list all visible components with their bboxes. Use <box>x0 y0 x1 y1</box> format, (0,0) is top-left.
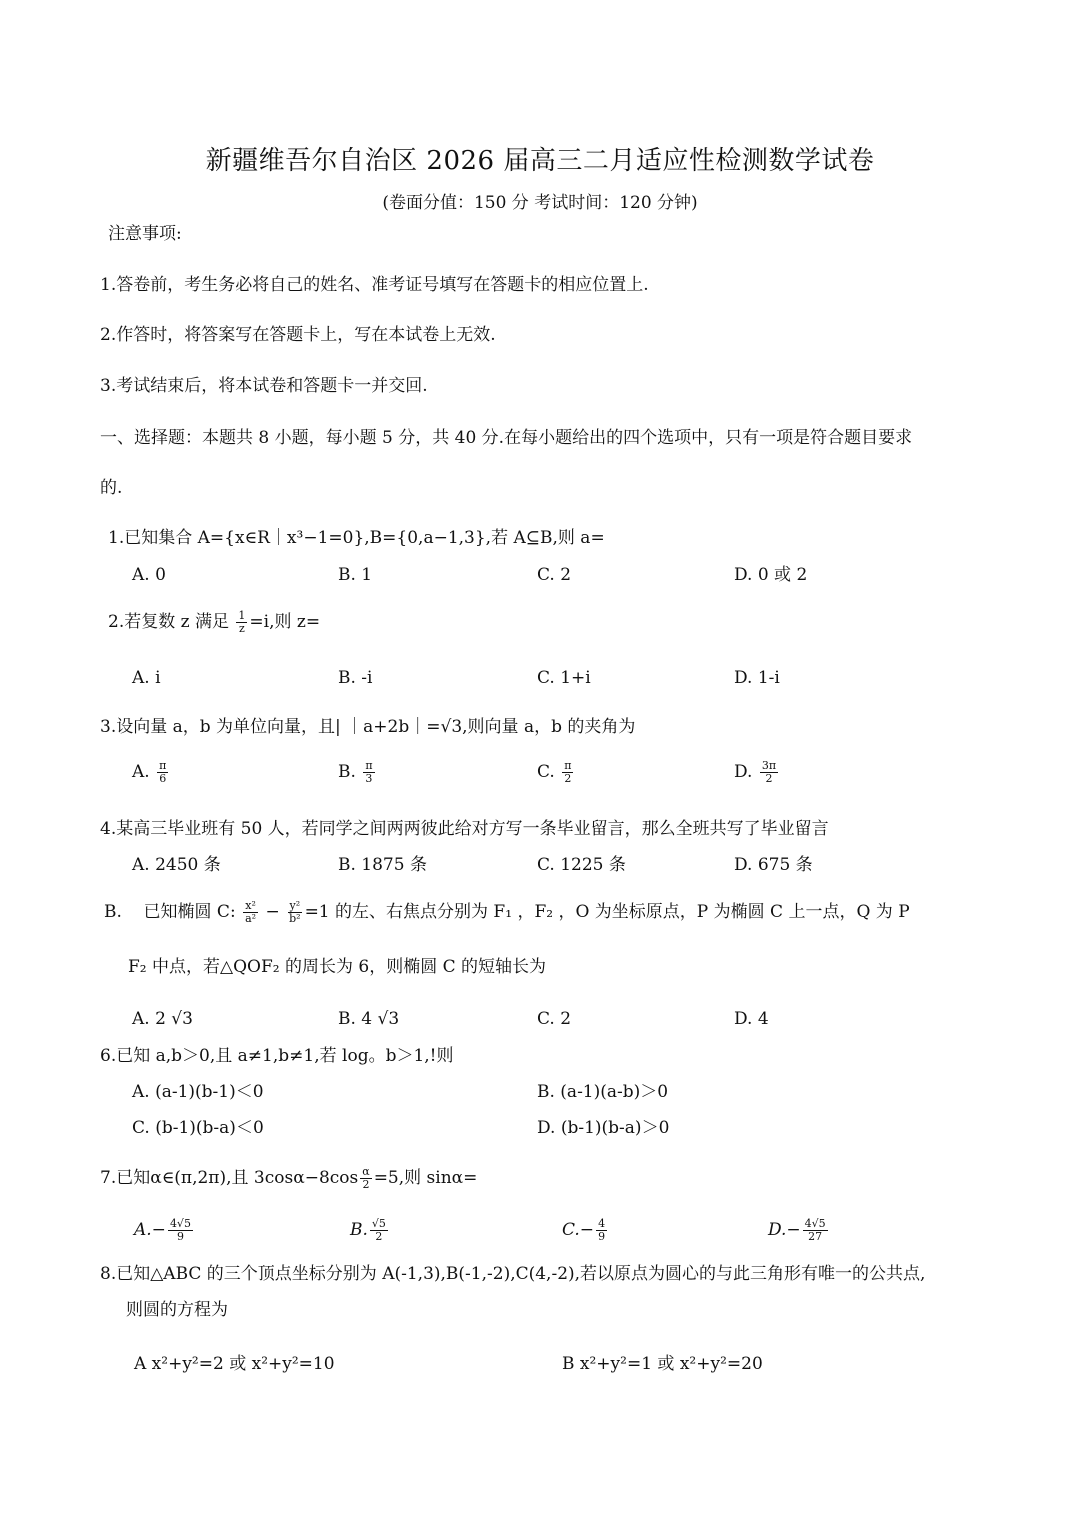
q4-option-a: A. 2450 条 <box>132 855 221 875</box>
q7-prefix: 7.已知α∈(π,2π),且 3cosα−8cos <box>100 1168 359 1188</box>
question-5-stem <box>104 900 910 925</box>
q7-a-frac <box>168 1218 193 1243</box>
q7-c-den: 9 <box>598 1230 606 1243</box>
q5-frac-x-num: x² <box>245 899 256 912</box>
q1-option-d: D. 0 或 2 <box>734 565 808 585</box>
q8-option-b: B x²+y²=1 或 x²+y²=20 <box>562 1354 763 1374</box>
q7-option-d <box>768 1218 830 1243</box>
q5-minus: − <box>265 902 280 922</box>
q1-option-c: C. 2 <box>537 565 572 585</box>
q6-option-d: D. (b-1)(b-a)＞0 <box>537 1118 670 1138</box>
q2-option-d: D. 1-i <box>734 668 780 688</box>
q5-frac-x <box>243 900 258 925</box>
q2-suffix: =i,则 z= <box>249 612 321 632</box>
question-7-stem <box>100 1166 477 1191</box>
q5-frac-y-num: y² <box>289 899 301 912</box>
q5-suffix: =1 的左、右焦点分别为 F₁ ，F₂ ，O 为坐标原点，P 为椭圆 C 上一点，Q 为 P <box>304 902 910 922</box>
q4-option-c: C. 1225 条 <box>537 855 626 875</box>
page-title: 新疆维吾尔自治区 2026 届高三二月适应性检测数学试卷 <box>205 146 875 176</box>
q7-d-frac <box>803 1218 828 1243</box>
q3-d-den: 2 <box>765 772 773 785</box>
q2-prefix: 2.若复数 z 满足 <box>108 612 229 632</box>
q7-b-num: √5 <box>371 1217 386 1230</box>
q7-a-num: 4√5 <box>169 1217 191 1230</box>
question-2-stem <box>108 610 320 635</box>
q7-frac-den: 2 <box>362 1178 370 1191</box>
q3-a-label: A. <box>132 762 150 782</box>
question-8-stem: 8.已知△ABC 的三个顶点坐标分别为 A(-1,3),B(-1,-2),C(4,-2),若以原点为圆心的与此三角形有唯一的公共点, <box>100 1264 926 1284</box>
question-8-stem-cont: 则圆的方程为 <box>126 1300 228 1320</box>
q2-option-b: B. -i <box>338 668 373 688</box>
q6-option-b: B. (a-1)(a-b)＞0 <box>537 1082 669 1102</box>
q2-option-a: A. i <box>132 668 161 688</box>
q8-option-a: A x²+y²=2 或 x²+y²=10 <box>134 1354 335 1374</box>
notice-item-1: 1.答卷前，考生务必将自己的姓名、准考证号填写在答题卡的相应位置上. <box>100 275 649 295</box>
question-1-stem: 1.已知集合 A={x∈R｜x³−1=0},B={0,a−1,3},若 A⊆B,则 a= <box>108 528 605 548</box>
q7-b-frac <box>370 1218 388 1243</box>
q7-d-num: 4√5 <box>804 1217 826 1230</box>
q5-option-c: C. 2 <box>537 1009 572 1029</box>
question-5-stem-cont: F₂ 中点，若△QOF₂ 的周长为 6，则椭圆 C 的短轴长为 <box>128 957 547 977</box>
q2-frac-num: 1 <box>238 609 246 622</box>
q7-fraction <box>360 1166 371 1191</box>
q7-a-label: A.− <box>134 1220 166 1240</box>
q3-b-num: π <box>365 759 373 772</box>
q7-c-frac <box>596 1218 607 1243</box>
q3-d-label: D. <box>734 762 753 782</box>
q7-c-label: C.− <box>562 1220 595 1240</box>
q3-c-den: 2 <box>564 772 572 785</box>
section-heading: 一、选择题：本题共 8 小题，每小题 5 分，共 40 分.在每小题给出的四个选项中，只有一项是符合题目要求 <box>100 428 913 448</box>
q3-c-num: π <box>564 759 572 772</box>
q7-d-den: 27 <box>808 1230 823 1243</box>
q3-b-den: 3 <box>365 772 373 785</box>
question-3-stem: 3.设向量 a，b 为单位向量，且| ｜a+2b｜=√3,则向量 a，b 的夹角为 <box>100 717 636 737</box>
q7-a-den: 9 <box>176 1230 184 1243</box>
q7-option-c <box>562 1218 609 1243</box>
q7-c-num: 4 <box>598 1217 606 1230</box>
q7-d-label: D.− <box>768 1220 801 1240</box>
section-heading-cont: 的. <box>100 478 123 498</box>
q3-b-label: B. <box>338 762 356 782</box>
q3-a-frac <box>157 760 168 785</box>
q3-option-a <box>132 760 170 785</box>
question-6-stem: 6.已知 a,b＞0,且 a≠1,b≠1,若 log。b＞1,!则 <box>100 1046 454 1066</box>
question-4-stem: 4.某高三毕业班有 50 人，若同学之间两两彼此给对方写一条毕业留言，那么全班共写了毕业留言 <box>100 819 829 839</box>
q3-option-d <box>734 760 780 785</box>
q7-b-den: 2 <box>375 1230 383 1243</box>
q2-fraction <box>236 610 247 635</box>
q4-option-b: B. 1875 条 <box>338 855 427 875</box>
q3-b-frac <box>363 760 374 785</box>
q1-option-b: B. 1 <box>338 565 373 585</box>
q2-option-c: C. 1+i <box>537 668 591 688</box>
q7-option-b <box>350 1218 390 1243</box>
q3-d-frac <box>760 760 778 785</box>
q6-option-a: A. (a-1)(b-1)＜0 <box>132 1082 264 1102</box>
q5-label: B. <box>104 902 122 922</box>
q7-b-label: B. <box>350 1220 368 1240</box>
q1-option-a: A. 0 <box>132 565 166 585</box>
q3-d-num: 3π <box>761 759 777 772</box>
q3-c-frac <box>562 760 573 785</box>
q3-a-num: π <box>159 759 167 772</box>
q6-option-c: C. (b-1)(b-a)＜0 <box>132 1118 264 1138</box>
notice-item-2: 2.作答时，将答案写在答题卡上，写在本试卷上无效. <box>100 325 496 345</box>
q5-frac-y-den: b² <box>289 912 301 925</box>
q2-frac-den: z <box>238 622 245 635</box>
q7-option-a <box>134 1218 195 1243</box>
q5-option-d: D. 4 <box>734 1009 769 1029</box>
q5-frac-y <box>287 900 302 925</box>
q5-option-b: B. 4 √3 <box>338 1009 400 1029</box>
q5-option-a: A. 2 √3 <box>132 1009 193 1029</box>
q5-frac-x-den: a² <box>245 912 257 925</box>
q3-a-den: 6 <box>159 772 167 785</box>
notice-heading: 注意事项: <box>108 224 182 244</box>
q5-prefix: 已知椭圆 C: <box>143 902 236 922</box>
q7-suffix: =5,则 sinα= <box>373 1168 478 1188</box>
q3-option-c <box>537 760 575 785</box>
q3-option-b <box>338 760 377 785</box>
q7-frac-num: α <box>362 1165 370 1178</box>
q3-c-label: C. <box>537 762 555 782</box>
notice-item-3: 3.考试结束后，将本试卷和答题卡一并交回. <box>100 376 428 396</box>
q4-option-d: D. 675 条 <box>734 855 813 875</box>
exam-info: (卷面分值：150 分 考试时间：120 分钟) <box>382 193 698 213</box>
